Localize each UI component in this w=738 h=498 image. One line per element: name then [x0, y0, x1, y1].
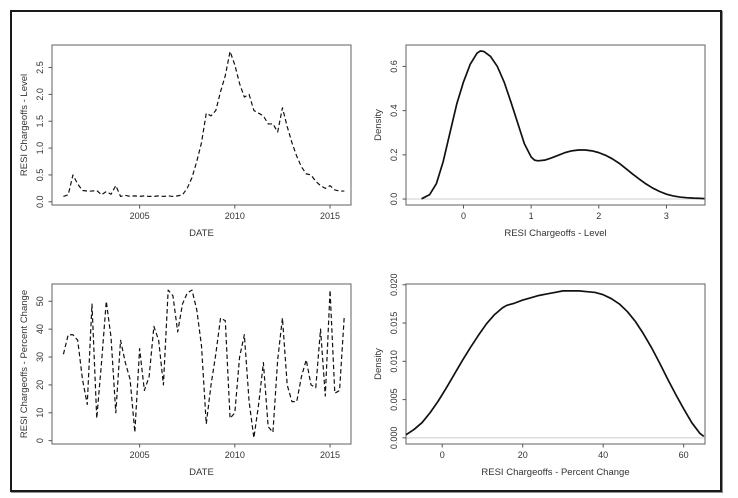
y-tick-label: 0	[35, 438, 45, 444]
plot-box	[52, 45, 351, 205]
y-tick-label: 0.000	[389, 426, 399, 450]
plot-box	[52, 284, 351, 444]
x-tick-label: 2015	[320, 211, 341, 221]
y-axis-label: RESI Chargeoffs - Percent Change	[19, 289, 30, 439]
resi-level-density-chart	[366, 12, 720, 251]
plot-grid	[12, 12, 720, 490]
y-tick-label: 0.0	[35, 195, 45, 209]
resi-pct-change-timeseries-chart	[12, 251, 366, 490]
y-tick-label: 0.2	[389, 148, 399, 162]
y-tick-label: 50	[35, 296, 45, 307]
y-tick-label: 2.5	[35, 61, 45, 74]
y-tick-label: 0.015	[389, 311, 399, 335]
x-tick-label: 2010	[224, 450, 245, 460]
x-axis-label: RESI Chargeoffs - Percent Change	[481, 467, 630, 478]
x-tick-label: 2	[596, 211, 602, 221]
panel-level-timeseries	[12, 12, 366, 251]
y-axis-label: Density	[373, 109, 384, 141]
y-axis-label: Density	[373, 348, 384, 380]
x-axis-label: DATE	[189, 467, 214, 478]
y-tick-label: 0.0	[389, 192, 399, 206]
timeseries-line	[63, 51, 344, 196]
panel-pct-change-density	[366, 251, 720, 490]
x-tick-label: 1	[528, 211, 534, 221]
x-tick-label: 0	[439, 450, 445, 460]
resi-pct-change-density-chart	[366, 251, 720, 490]
x-tick-label: 2005	[129, 211, 150, 221]
y-tick-label: 20	[35, 379, 45, 390]
y-tick-label: 0.5	[35, 168, 45, 182]
panel-pct-change-timeseries	[12, 251, 366, 490]
y-tick-label: 30	[35, 352, 45, 363]
x-tick-label: 20	[517, 450, 528, 460]
y-tick-label: 0.010	[389, 350, 399, 373]
density-curve	[422, 51, 705, 199]
y-tick-label: 0.4	[389, 104, 399, 117]
density-curve	[406, 291, 704, 436]
x-tick-label: 2015	[320, 450, 341, 460]
x-tick-label: 3	[663, 211, 669, 221]
y-axis-label: RESI Chargeoffs - Level	[19, 73, 30, 177]
y-tick-label: 10	[35, 407, 45, 418]
y-tick-label: 1.5	[35, 114, 45, 128]
plot-box	[406, 45, 705, 205]
y-tick-label: 0.020	[389, 273, 399, 297]
timeseries-line	[63, 290, 344, 438]
y-tick-label: 1.0	[35, 141, 45, 155]
panel-level-density	[366, 12, 720, 251]
y-tick-label: 0.005	[389, 388, 399, 411]
resi-level-timeseries-chart	[12, 12, 366, 251]
x-tick-label: 60	[678, 450, 689, 460]
y-tick-label: 2.0	[35, 88, 45, 101]
x-axis-label: DATE	[189, 228, 214, 239]
x-tick-label: 40	[598, 450, 609, 460]
x-tick-label: 2010	[224, 211, 245, 221]
x-tick-label: 2005	[129, 450, 150, 460]
figure-border	[10, 10, 722, 492]
x-tick-label: 0	[460, 211, 467, 221]
y-tick-label: 0.6	[389, 60, 399, 73]
y-tick-label: 40	[35, 324, 45, 335]
x-axis-label: RESI Chargeoffs - Level	[504, 228, 607, 239]
